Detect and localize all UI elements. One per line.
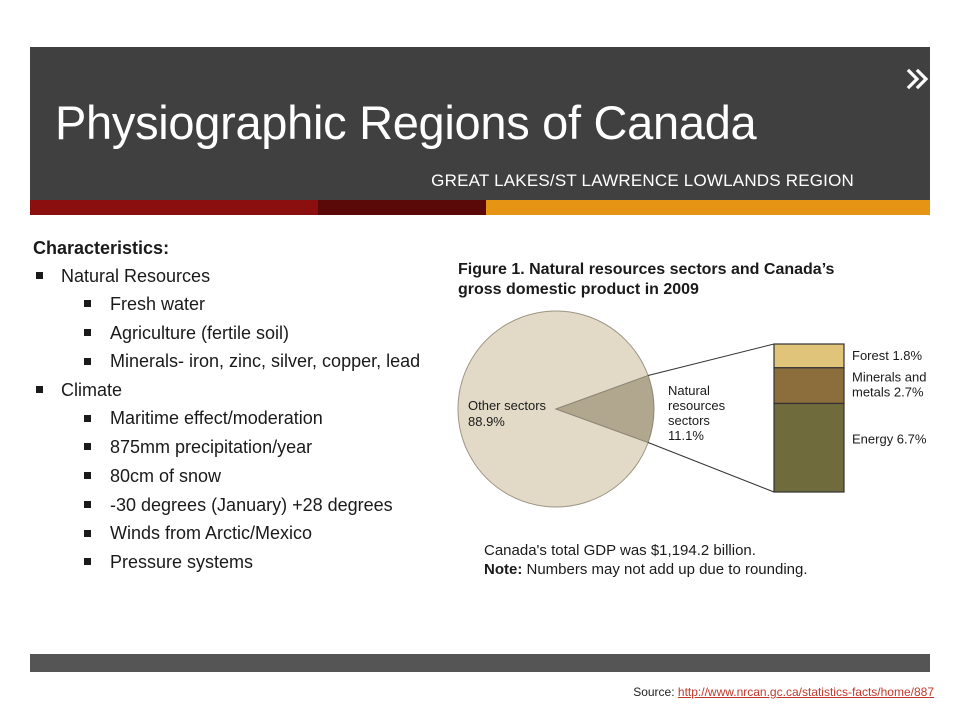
accent-stripe-orange xyxy=(486,200,930,215)
title-banner xyxy=(30,47,930,200)
pie-label-natural-resources-line: resources xyxy=(668,398,726,413)
note-label: Note: xyxy=(484,561,523,578)
square-bullet-icon xyxy=(84,558,91,565)
square-bullet-icon xyxy=(36,386,43,393)
pie-label-natural-resources-line: Natural xyxy=(668,383,710,398)
breakdown-label-minerals-line: metals 2.7% xyxy=(852,384,924,400)
rounding-note xyxy=(484,561,808,578)
square-bullet-icon xyxy=(84,415,91,422)
breakdown-bar-energy xyxy=(774,403,844,492)
double-chevron-icon xyxy=(906,67,930,91)
sub-bullet xyxy=(33,462,441,491)
square-bullet-icon xyxy=(84,472,91,479)
sub-bullet xyxy=(33,519,441,548)
sub-bullet xyxy=(33,347,441,376)
sub-bullet xyxy=(33,548,441,577)
breakdown-label-minerals xyxy=(852,370,926,400)
square-bullet-icon xyxy=(84,300,91,307)
pie-label-other-sectors-line: 88.9% xyxy=(468,414,505,429)
breakdown-label-energy xyxy=(852,431,927,446)
gdp-pie-chart xyxy=(446,248,946,588)
sub-bullet-label: Pressure systems xyxy=(110,551,254,572)
bullet-climate xyxy=(33,376,441,404)
square-bullet-icon xyxy=(84,501,91,508)
breakdown-bar-minerals xyxy=(774,368,844,404)
breakdown-label-forest xyxy=(852,348,923,363)
connector-line-bottom xyxy=(648,442,774,492)
pie-label-natural-resources xyxy=(668,383,726,443)
pie-label-other-sectors-line: Other sectors xyxy=(468,398,547,413)
source-citation xyxy=(633,685,934,699)
sub-bullet-label: 80cm of snow xyxy=(110,465,222,486)
source-link[interactable]: http://www.nrcan.gc.ca/statistics-facts/home/887 xyxy=(677,685,934,699)
sub-bullet xyxy=(33,491,441,520)
sub-bullet-label: Fresh water xyxy=(110,294,206,314)
breakdown-bar-forest xyxy=(774,344,844,368)
sub-bullet xyxy=(33,404,441,433)
pie-label-natural-resources-line: 11.1% xyxy=(668,428,704,443)
sub-bullet-label: 875mm precipitation/year xyxy=(110,437,313,458)
bullet-label: Climate xyxy=(61,380,123,401)
square-bullet-icon xyxy=(84,530,91,537)
sub-bullet-label: Maritime effect/moderation xyxy=(110,408,323,429)
bullet-label: Natural Resources xyxy=(61,266,211,286)
sub-bullet xyxy=(33,319,441,348)
characteristics-list xyxy=(33,234,441,614)
breakdown-label-energy-line: Energy 6.7% xyxy=(852,431,927,447)
footer-bar xyxy=(30,654,930,672)
sub-bullet-label: Agriculture (fertile soil) xyxy=(110,322,290,343)
sub-bullet xyxy=(33,290,441,319)
square-bullet-icon xyxy=(84,329,91,336)
chart-title-line: gross domestic product in 2009 xyxy=(458,281,699,298)
source-label: Source: xyxy=(633,685,675,699)
pie-label-natural-resources-line: sectors xyxy=(668,413,710,428)
square-bullet-icon xyxy=(84,358,91,365)
square-bullet-icon xyxy=(36,272,43,279)
sub-bullet xyxy=(33,433,441,462)
breakdown-label-forest-line: Forest 1.8% xyxy=(852,347,923,363)
slide-title: Physiographic Regions of Canada xyxy=(55,96,757,149)
chart-title-line: Figure 1. Natural resources sectors and Canada’s xyxy=(458,261,835,278)
slide-subtitle: GREAT LAKES/ST LAWRENCE LOWLANDS REGION xyxy=(431,171,854,190)
note-text: Numbers may not add up due to rounding. xyxy=(522,561,808,578)
sub-bullet-label: -30 degrees (January) +28 degrees xyxy=(110,494,393,515)
sub-bullet-label: Winds from Arctic/Mexico xyxy=(110,523,313,544)
bullet-natural-resources xyxy=(33,262,441,290)
accent-stripe-red xyxy=(30,200,318,215)
breakdown-label-minerals-line: Minerals and xyxy=(852,369,927,385)
accent-stripe-dark-red xyxy=(318,200,486,215)
connector-line-top xyxy=(648,344,774,376)
chart-title xyxy=(458,261,835,298)
gdp-total-text: Canada's total GDP was $1,194.2 billion. xyxy=(484,542,756,559)
square-bullet-icon xyxy=(84,443,91,450)
sub-bullet-label: Minerals- iron, zinc, silver, copper, lead xyxy=(110,351,421,372)
characteristics-heading: Characteristics: xyxy=(33,238,170,258)
